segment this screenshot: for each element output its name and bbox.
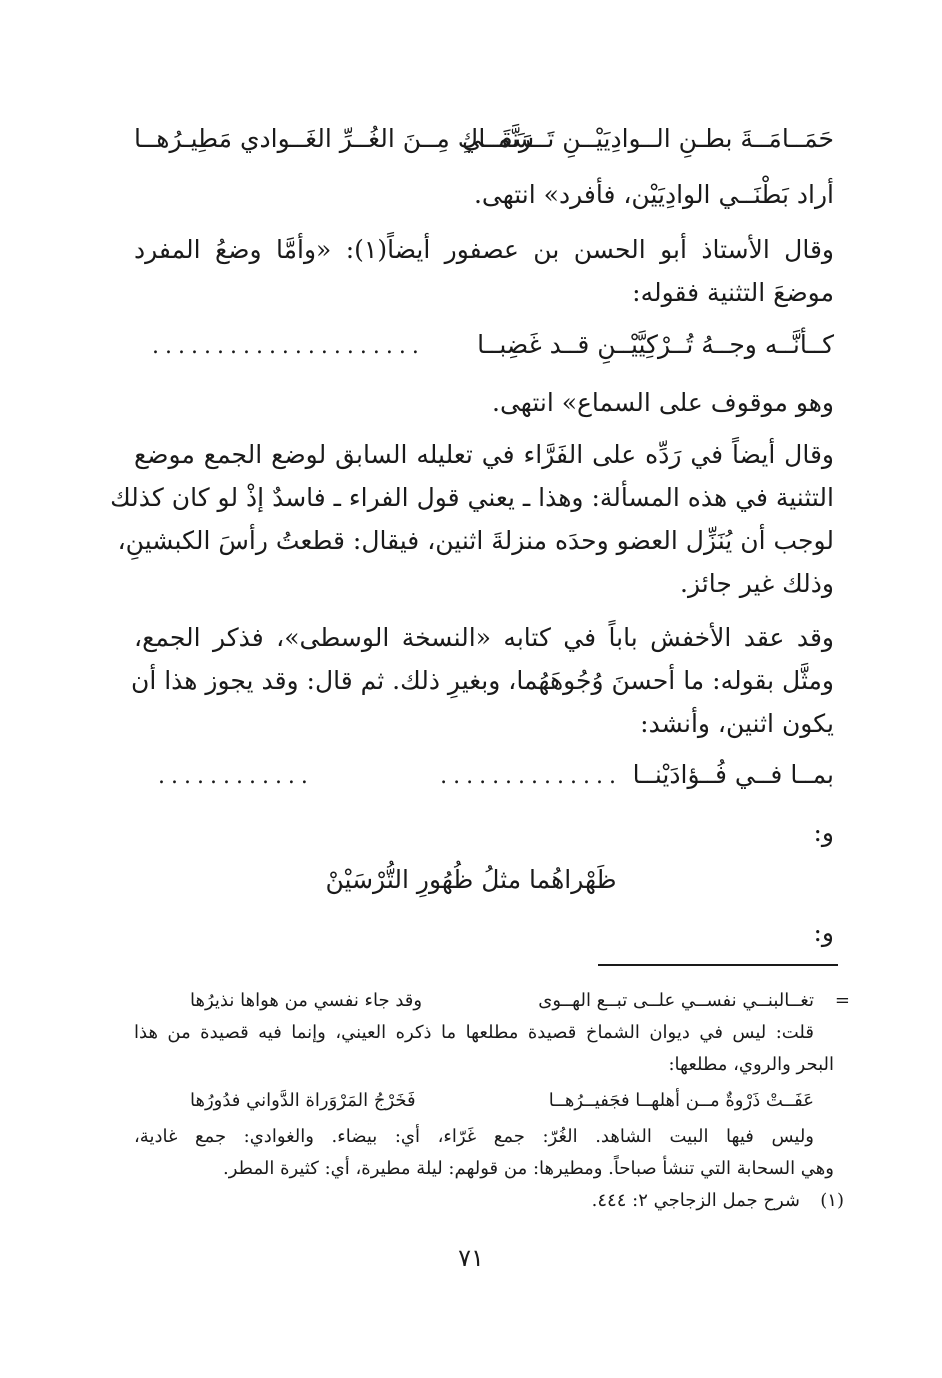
footnote-continuation-marker: = xyxy=(834,990,850,1011)
footnote-1-number: (١) xyxy=(820,1190,844,1211)
paragraph-5-line-2: ومثَّل بقوله: ما أحسنَ وُجُوهَهُما، وبغيرِ ذلك. ثم قال: وقد يجوز هذا أن xyxy=(130,666,834,695)
connector-wa-2: و: xyxy=(813,918,834,947)
verse-2-ellipsis: ..................... xyxy=(152,334,425,359)
verse-2-first-hemistich: كــأنَّــه وجــهُ تُــرْكِيَّيْــنِ قــد غَضِبــا xyxy=(477,330,834,359)
paragraph-5-line-3: يكون اثنين، وأنشد: xyxy=(640,709,834,738)
footnote-line-4: وهي السحابة التي تنشأ صباحاً. ومطيرها: من قولهم: ليلة مطيرة، أي: كثيرة المطر. xyxy=(223,1158,834,1179)
paragraph-2-line-2: موضعَ التثنية فقوله: xyxy=(632,278,834,307)
footnote-1-text: شرح جمل الزجاجي ٢: ٤٤٤. xyxy=(591,1190,800,1211)
footnote-verse-b-first-hemistich: عَفَــتْ ذَرْوةٌ مــن أهلهــا فجَفيــرُهــا xyxy=(548,1090,814,1111)
verse-3-ellipsis-left: ............ xyxy=(158,764,314,789)
footnote-verse-a-second-hemistich: وقد جاء نفسي من هواها نذيرُها xyxy=(190,990,423,1011)
paragraph-1: أراد بَطْنَــي الوادِيَيْن، فأفرد» انتهى. xyxy=(473,180,834,209)
verse-3-first-hemistich: بمــا فــي فُــؤادَيْنــا xyxy=(632,760,834,789)
paragraph-4-line-4: وذلك غير جائز. xyxy=(680,569,834,598)
paragraph-3: وهو موقوف على السماع» انتهى. xyxy=(492,388,834,417)
paragraph-4-line-2: التثنية في هذه المسألة: وهذا ـ يعني قول الفراء ـ فاسدٌ إذْ لو كان كذلك xyxy=(110,483,834,512)
verse-1-second-hemistich: سَقَــاكِ مِــنَ الغُــرِّ الغَــوادي مَطِيـرُهــا xyxy=(134,124,535,153)
verse-4: ظَهْراهُما مثلُ ظُهُورِ التُّرْسَيْنْ xyxy=(325,865,617,894)
paragraph-4-line-1: وقال أيضاً في رَدِّه على الفَرَّاء في تعليله السابق لوضع الجمع موضع xyxy=(134,440,834,469)
page-number: ٧١ xyxy=(458,1244,484,1272)
paragraph-4-line-3: لوجب أن يُنَزِّل العضو وحدَه منزلةَ اثنين، فيقال: قطعتُ رأسَ الكبشينِ، xyxy=(117,526,834,555)
footnote-line-3: وليس فيها البيت الشاهد. الغُرّ: جمع غَرّاء، أي: بيضاء. والغوادي: جمع غادية، xyxy=(134,1126,814,1147)
verse-3-ellipsis-right: .............. xyxy=(440,764,622,789)
footnote-verse-a-first-hemistich: تغــالبنــي نفســي علــى تبــع الهــوى xyxy=(538,990,814,1011)
footnote-line-1: قلت: ليس في ديوان الشماخ قصيدة مطلعها ما ذكره العيني، وإنما فيه قصيدة من هذا xyxy=(134,1022,814,1043)
footnote-verse-b-second-hemistich: فَخَرْجُ المَرْوَراة الدَّواني فدُورُها xyxy=(190,1090,416,1111)
paragraph-2-line-1: وقال الأستاذ أبو الحسن بن عصفور أيضاً(١): «وأمَّا وضعُ المفرد xyxy=(134,235,834,264)
paragraph-5-line-1: وقد عقد الأخفش باباً في كتابه «النسخة الوسطى»، فذكر الجمع، xyxy=(134,623,834,652)
footnote-line-2: البحر والروي، مطلعها: xyxy=(668,1054,834,1075)
connector-wa-1: و: xyxy=(813,818,834,847)
verse-1-first-hemistich: حَمَــامَــةَ بطـنِ الــوادِيَيْــنِ تَــرَنَّمــي xyxy=(462,124,834,153)
footnote-separator xyxy=(598,964,838,966)
